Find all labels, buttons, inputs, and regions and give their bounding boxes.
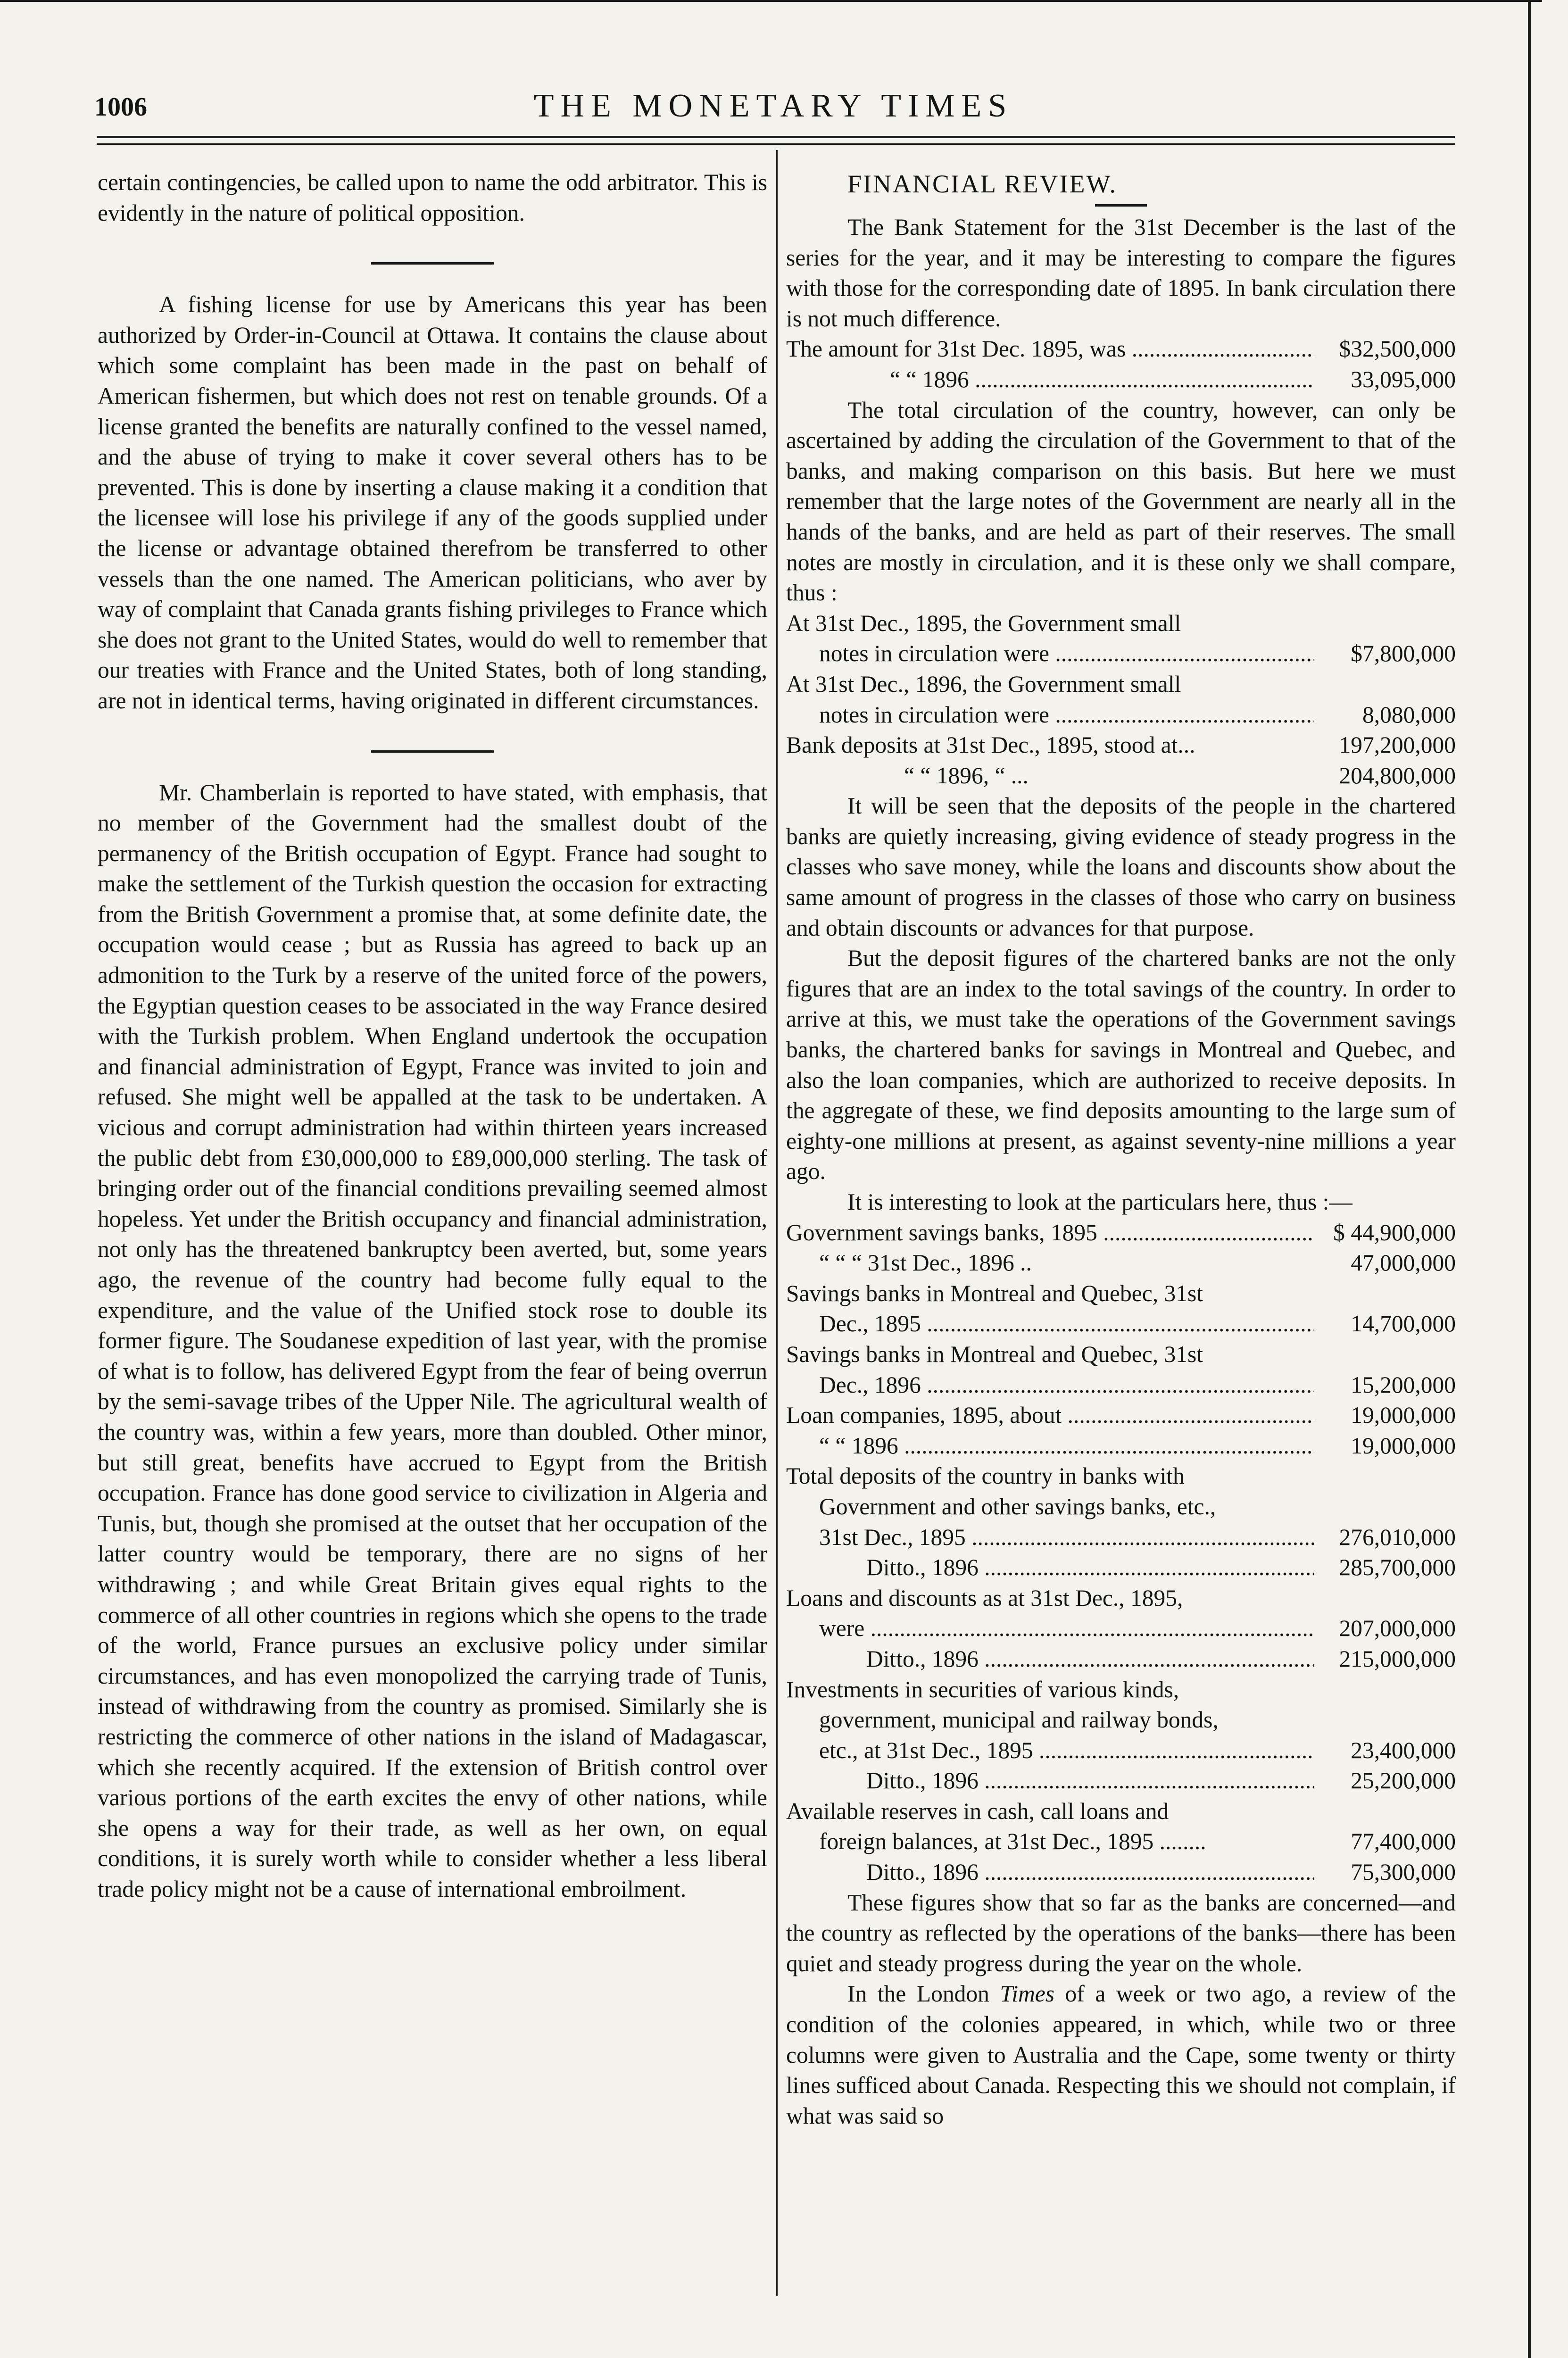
london-times-paragraph: In the London Times of a week or two ago, a review of the condition of the colonies appeared, in which, while two or three columns were given to Australia and the Cape, some twenty or thirty lines sufficed about Canada. Respecting this we should not complain, if what was said so	[786, 1981, 1456, 2129]
section-separator	[98, 228, 767, 290]
figure-entry: Available reserves in cash, call loans and foreign balances, at 31st Dec., 1895 ........ 77,400,000	[786, 1798, 1456, 1855]
progress-paragraph: These figures show that so far as the banks are concerned—and the country as reflected by the operations of the banks—there has been quiet and steady progress during the year on the whole.	[786, 1889, 1456, 1976]
figure-row: The amount for 31st Dec. 1895, was ..... $32,500,000	[786, 334, 1456, 365]
figure-row: “ “ 1896, “ ... 204,800,000	[904, 762, 1456, 789]
figure-row: Ditto., 1896 ..... 75,300,000	[786, 1857, 1456, 1888]
figure-entry: Total deposits of the country in banks with Government and other savings banks, etc., 31st Dec., 1895 ..... 276,010,000	[786, 1461, 1456, 1553]
figure-row: “ “ 1896 ..... 33,095,000	[786, 365, 1456, 395]
financial-review-title: FINANCIAL REVIEW.	[847, 170, 1117, 198]
column-divider	[776, 150, 778, 2296]
page-header	[94, 87, 1452, 130]
savings-paragraph: But the deposit figures of the chartered banks are not the only figures that are an index to the total savings of the country. In order to arrive at this, we must take the operations of the Government savings banks, the chartered banks for savings in Montreal and Quebec, and also the loan companies, which are authorized to receive deposits. In the aggregate of these, we find deposits amounting to the large sum of eighty-one millions at present, as against seventy-nine millions a year ago.	[786, 945, 1456, 1185]
right-column	[786, 167, 1456, 2131]
intro-paragraph: The Bank Statement for the 31st December is the last of the series for the year, and it may be interesting to compare the figures with those for the corresponding date of 1895. In bank circulation there is not much difference.	[786, 214, 1456, 332]
figure-row: “ “ 1896 ..... 19,000,000	[786, 1431, 1456, 1461]
figure-row: Government savings banks, 1895 ..... $ 44,900,000	[786, 1218, 1456, 1248]
figure-row: Bank deposits at 31st Dec., 1895, stood at... 197,200,000	[786, 732, 1456, 758]
figure-row: Loan companies, 1895, about ..... 19,000,000	[786, 1400, 1456, 1431]
figure-row: Ditto., 1896 ..... 25,200,000	[786, 1766, 1456, 1796]
title-rule	[1095, 204, 1147, 207]
figure-entry: At 31st Dec., 1896, the Government small notes in circulation were ..... 8,080,000	[786, 669, 1456, 730]
header-rule-bottom	[97, 143, 1455, 145]
paragraph-egypt: Mr. Chamberlain is reported to have stated, with emphasis, that no member of the Government had the smallest doubt of the permanency of the British occupation of Egypt. France had sought to make the settlement of the Turkish question the occasion for extracting from the British Government a promise that, at some definite date, the occupation would cease ; but as Russia has agreed to back up an admonition to the Turk by a reserve of the united force of the powers, the Egyptian question ceases to be associated in the way France desired with the Turkish problem. When England undertook the occupation and financial administration of Egypt, France was invited to join and refused. She might well be appalled at the task to be undertaken. A vicious and corrupt administration had within thirteen years increased the public debt from £30,000,000 to £89,000,000 sterling. The task of bringing order out of the financial conditions prevailing seemed almost hopeless. Yet under the British occupancy and financial administration, not only has the threatened bankruptcy been averted, but, some years ago, the revenue of the country had become fully equal to the expenditure, and the value of the Unified stock rose to double its former figure. The Soudanese expedition of last year, with the promise of what is to follow, has delivered Egypt from the fear of being overrun by the semi-savage tribes of the Upper Nile. The agricultural wealth of the country was, within a few years, more than doubled. Other minor, but still great, benefits have accrued to Egypt from the British occupation. France has done good service to civilization in Algeria and Tunis, but, though she promised at the outset that her occupation of the latter country would be temporary, there are no signs of her withdrawing ; and while Great Britain gives equal rights to the commerce of all other countries in regions which she opens to the trade of the world, France pursues an exclusive policy under similar circumstances, and has even monopolized the carrying trade of Tunis, instead of withdrawing from the country as promised. Similarly she is restricting the commerce of other nations in the island of Madagascar, which she recently acquired. If the extension of British control over various portions of the earth excites the envy of other nations, while she opens a way for their trade, as well as her own, on equal conditions, it is surely worth while to consider whether a less liberal trade policy might not be a cause of international embroilment.	[98, 779, 767, 1902]
figure-entry: Loans and discounts as at 31st Dec., 1895, were ..... 207,000,000	[786, 1583, 1456, 1644]
right-edge-line	[1528, 0, 1531, 2358]
page-number: 1006	[94, 92, 147, 122]
figure-entry: Savings banks in Montreal and Quebec, 31st Dec., 1896 ..... 15,200,000	[786, 1339, 1456, 1400]
particulars-intro: It is interesting to look at the particulars here, thus :—	[847, 1189, 1352, 1215]
figure-entry: Investments in securities of various kinds, government, municipal and railway bonds, etc., at 31st Dec., 1895 ..... 23,400,000	[786, 1675, 1456, 1766]
left-column	[98, 167, 767, 1904]
figure-row: Ditto., 1896 ..... 215,000,000	[786, 1644, 1456, 1675]
top-edge-line	[0, 0, 1542, 2]
section-separator	[98, 716, 767, 778]
figure-row: Ditto., 1896 ..... 285,700,000	[786, 1553, 1456, 1583]
journal-title: THE MONETARY TIMES	[533, 88, 1013, 124]
figure-entry: At 31st Dec., 1895, the Government small notes in circulation were ..... $7,800,000	[786, 608, 1456, 669]
paragraph-fishing-license: A fishing license for use by Americans this year has been authorized by Order-in-Council at Ottawa. It contains the clause about which some complaint has been made in the past on behalf of American fishermen, but which does not rest on tenable grounds. Of a license granted the benefits are naturally confined to the vessel named, and the abuse of trying to make it cover several others has to be prevented. This is done by inserting a clause making it a condition that the licensee will lose his privilege if any of the goods supplied under the license or advantage obtained therefrom be transferred to other vessels than the one named. The American politicians, who aver by way of complaint that Canada grants fishing privileges to France which she does not grant to the United States, would do well to remember that our treaties with France and the United States, both of long standing, are not in identical terms, having originated in different circumstances.	[98, 291, 767, 714]
deposits-paragraph: It will be seen that the deposits of the people in the chartered banks are quietly increasing, giving evidence of steady progress in the classes who save money, while the loans and discounts show about the same amount of progress in the classes of those who carry on business and obtain discounts or advances for that purpose.	[786, 793, 1456, 941]
paragraph-arbitrator: certain contingencies, be called upon to name the odd arbitrator. This is evidently in the nature of political opposition.	[98, 169, 767, 226]
header-rule-top	[97, 136, 1455, 138]
figure-entry: Savings banks in Montreal and Quebec, 31st Dec., 1895 ..... 14,700,000	[786, 1279, 1456, 1339]
circulation-paragraph: The total circulation of the country, however, can only be ascertained by adding the circulation of the Government to that of the banks, and making comparison on this basis. But here we must remember that the large notes of the Government are nearly all in the hands of the banks, and are held as part of their reserves. The small notes are mostly in circulation, and it is these only we shall compare, thus :	[786, 397, 1456, 606]
figure-row: “ “ “ 31st Dec., 1896 .. 47,000,000	[819, 1250, 1456, 1276]
